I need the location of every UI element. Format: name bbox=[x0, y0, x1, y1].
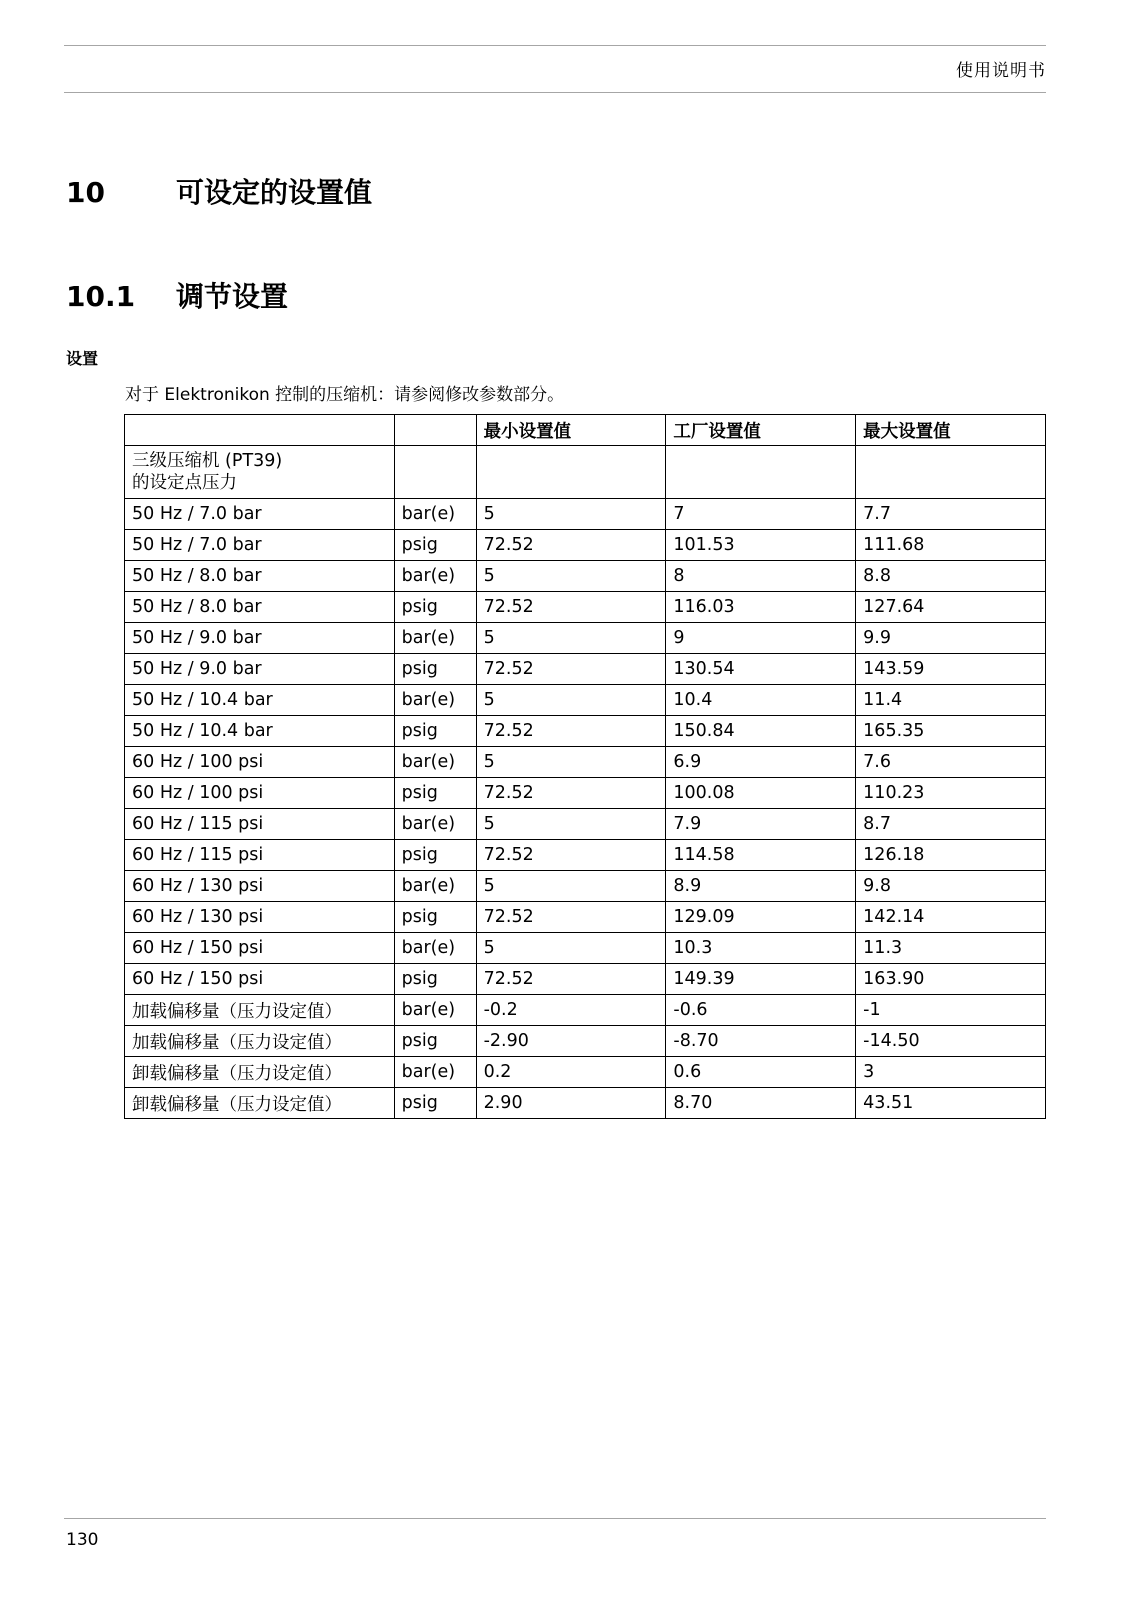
table-row bbox=[125, 716, 1046, 747]
unit-cell: psig bbox=[394, 778, 476, 809]
max-value-cell: 143.59 bbox=[856, 654, 1046, 685]
unit-cell: bar(e) bbox=[394, 623, 476, 654]
page-number: 130 bbox=[66, 1530, 99, 1550]
min-value-cell: -0.2 bbox=[476, 995, 666, 1026]
factory-value-cell: 10.3 bbox=[666, 933, 856, 964]
max-value-cell: 3 bbox=[856, 1057, 1046, 1088]
intro-text: 对于 Elektronikon 控制的压缩机：请参阅修改参数部分。 bbox=[125, 385, 565, 405]
table-row bbox=[125, 592, 1046, 623]
min-value-cell: 72.52 bbox=[476, 902, 666, 933]
unit-cell: psig bbox=[394, 902, 476, 933]
factory-value-cell: 10.4 bbox=[666, 685, 856, 716]
table-group-row bbox=[125, 446, 1046, 499]
factory-value-cell: 8.70 bbox=[666, 1088, 856, 1119]
min-value-cell: 5 bbox=[476, 685, 666, 716]
section-heading bbox=[66, 275, 288, 315]
table-row bbox=[125, 530, 1046, 561]
empty-cell bbox=[666, 446, 856, 499]
unit-cell: bar(e) bbox=[394, 561, 476, 592]
max-value-cell: 9.8 bbox=[856, 871, 1046, 902]
table-row bbox=[125, 747, 1046, 778]
table-header-row bbox=[125, 415, 1046, 446]
setting-label-cell: 加载偏移量（压力设定值） bbox=[125, 995, 395, 1026]
unit-cell: psig bbox=[394, 1088, 476, 1119]
factory-value-cell: 7 bbox=[666, 499, 856, 530]
min-value-cell: 72.52 bbox=[476, 840, 666, 871]
factory-value-cell: 9 bbox=[666, 623, 856, 654]
table-row bbox=[125, 902, 1046, 933]
min-value-cell: 5 bbox=[476, 561, 666, 592]
setting-label-cell: 50 Hz / 10.4 bar bbox=[125, 685, 395, 716]
max-value-cell: -1 bbox=[856, 995, 1046, 1026]
setting-label-cell: 60 Hz / 130 psi bbox=[125, 902, 395, 933]
max-value-cell: 165.35 bbox=[856, 716, 1046, 747]
setting-label-cell: 卸载偏移量（压力设定值） bbox=[125, 1057, 395, 1088]
max-value-cell: 9.9 bbox=[856, 623, 1046, 654]
setting-label-cell: 60 Hz / 150 psi bbox=[125, 933, 395, 964]
header-cell-unit bbox=[394, 415, 476, 446]
table-row bbox=[125, 561, 1046, 592]
section-number: 10.1 bbox=[66, 280, 136, 313]
chapter-title: 可设定的设置值 bbox=[176, 176, 373, 209]
table-row bbox=[125, 933, 1046, 964]
setting-label-cell: 60 Hz / 115 psi bbox=[125, 809, 395, 840]
unit-cell: bar(e) bbox=[394, 499, 476, 530]
min-value-cell: 5 bbox=[476, 623, 666, 654]
table-row bbox=[125, 778, 1046, 809]
setting-label-cell: 50 Hz / 8.0 bar bbox=[125, 561, 395, 592]
setting-label-cell: 50 Hz / 10.4 bar bbox=[125, 716, 395, 747]
factory-value-cell: 101.53 bbox=[666, 530, 856, 561]
min-value-cell: 5 bbox=[476, 871, 666, 902]
setting-label-cell: 60 Hz / 100 psi bbox=[125, 747, 395, 778]
setting-label-cell: 50 Hz / 9.0 bar bbox=[125, 654, 395, 685]
header-rule-bottom bbox=[64, 92, 1046, 93]
settings-table bbox=[124, 414, 1046, 1119]
max-value-cell: 8.8 bbox=[856, 561, 1046, 592]
factory-value-cell: 6.9 bbox=[666, 747, 856, 778]
table-row bbox=[125, 1057, 1046, 1088]
factory-value-cell: -0.6 bbox=[666, 995, 856, 1026]
factory-value-cell: 130.54 bbox=[666, 654, 856, 685]
max-value-cell: 142.14 bbox=[856, 902, 1046, 933]
unit-cell: psig bbox=[394, 716, 476, 747]
setting-label-cell: 60 Hz / 100 psi bbox=[125, 778, 395, 809]
max-value-cell: 11.3 bbox=[856, 933, 1046, 964]
max-value-cell: 111.68 bbox=[856, 530, 1046, 561]
table-row bbox=[125, 1026, 1046, 1057]
header-cell-min: 最小设置值 bbox=[476, 415, 666, 446]
max-value-cell: 163.90 bbox=[856, 964, 1046, 995]
unit-cell: bar(e) bbox=[394, 685, 476, 716]
unit-cell: bar(e) bbox=[394, 747, 476, 778]
factory-value-cell: -8.70 bbox=[666, 1026, 856, 1057]
min-value-cell: 72.52 bbox=[476, 778, 666, 809]
setting-label-cell: 60 Hz / 130 psi bbox=[125, 871, 395, 902]
factory-value-cell: 7.9 bbox=[666, 809, 856, 840]
setting-label-cell: 卸载偏移量（压力设定值） bbox=[125, 1088, 395, 1119]
table-row bbox=[125, 809, 1046, 840]
factory-value-cell: 8.9 bbox=[666, 871, 856, 902]
table-row bbox=[125, 871, 1046, 902]
min-value-cell: 5 bbox=[476, 809, 666, 840]
setting-label-cell: 50 Hz / 7.0 bar bbox=[125, 530, 395, 561]
header-doc-title: 使用说明书 bbox=[956, 61, 1046, 81]
setting-label-cell: 60 Hz / 150 psi bbox=[125, 964, 395, 995]
unit-cell: psig bbox=[394, 964, 476, 995]
min-value-cell: 72.52 bbox=[476, 716, 666, 747]
table-row bbox=[125, 499, 1046, 530]
setting-label-cell: 50 Hz / 8.0 bar bbox=[125, 592, 395, 623]
setting-label-cell: 60 Hz / 115 psi bbox=[125, 840, 395, 871]
min-value-cell: 5 bbox=[476, 499, 666, 530]
unit-cell: bar(e) bbox=[394, 933, 476, 964]
max-value-cell: 126.18 bbox=[856, 840, 1046, 871]
table-row bbox=[125, 964, 1046, 995]
header-rule-top bbox=[64, 45, 1046, 46]
chapter-number: 10 bbox=[66, 176, 105, 209]
setting-label-cell: 加载偏移量（压力设定值） bbox=[125, 1026, 395, 1057]
factory-value-cell: 116.03 bbox=[666, 592, 856, 623]
max-value-cell: 127.64 bbox=[856, 592, 1046, 623]
unit-cell: psig bbox=[394, 1026, 476, 1057]
table-row bbox=[125, 995, 1046, 1026]
table-row bbox=[125, 685, 1046, 716]
factory-value-cell: 100.08 bbox=[666, 778, 856, 809]
header-cell-label bbox=[125, 415, 395, 446]
unit-cell: psig bbox=[394, 840, 476, 871]
min-value-cell: 5 bbox=[476, 933, 666, 964]
setting-label-cell: 50 Hz / 9.0 bar bbox=[125, 623, 395, 654]
unit-cell: psig bbox=[394, 530, 476, 561]
unit-cell: bar(e) bbox=[394, 995, 476, 1026]
factory-value-cell: 149.39 bbox=[666, 964, 856, 995]
max-value-cell: 7.7 bbox=[856, 499, 1046, 530]
min-value-cell: 72.52 bbox=[476, 964, 666, 995]
min-value-cell: 5 bbox=[476, 747, 666, 778]
unit-cell: psig bbox=[394, 654, 476, 685]
factory-value-cell: 114.58 bbox=[666, 840, 856, 871]
group-label-line2: 的设定点压力 bbox=[132, 473, 237, 493]
max-value-cell: 110.23 bbox=[856, 778, 1046, 809]
unit-cell: psig bbox=[394, 592, 476, 623]
max-value-cell: 43.51 bbox=[856, 1088, 1046, 1119]
empty-cell bbox=[476, 446, 666, 499]
table-row bbox=[125, 654, 1046, 685]
header-cell-max: 最大设置值 bbox=[856, 415, 1046, 446]
max-value-cell: -14.50 bbox=[856, 1026, 1046, 1057]
unit-cell: bar(e) bbox=[394, 1057, 476, 1088]
group-label-cell bbox=[125, 446, 395, 499]
footer-rule bbox=[64, 1518, 1046, 1519]
chapter-heading bbox=[66, 171, 372, 211]
table-row bbox=[125, 1088, 1046, 1119]
table-row bbox=[125, 623, 1046, 654]
min-value-cell: 72.52 bbox=[476, 654, 666, 685]
factory-value-cell: 0.6 bbox=[666, 1057, 856, 1088]
empty-cell bbox=[394, 446, 476, 499]
section-title: 调节设置 bbox=[176, 280, 289, 313]
header-cell-factory: 工厂设置值 bbox=[666, 415, 856, 446]
max-value-cell: 11.4 bbox=[856, 685, 1046, 716]
min-value-cell: 72.52 bbox=[476, 592, 666, 623]
table-row bbox=[125, 840, 1046, 871]
factory-value-cell: 129.09 bbox=[666, 902, 856, 933]
subheading: 设置 bbox=[66, 349, 99, 368]
unit-cell: bar(e) bbox=[394, 871, 476, 902]
empty-cell bbox=[856, 446, 1046, 499]
factory-value-cell: 8 bbox=[666, 561, 856, 592]
factory-value-cell: 150.84 bbox=[666, 716, 856, 747]
unit-cell: bar(e) bbox=[394, 809, 476, 840]
max-value-cell: 8.7 bbox=[856, 809, 1046, 840]
group-label-line1: 三级压缩机 (PT39) bbox=[132, 451, 283, 471]
min-value-cell: 0.2 bbox=[476, 1057, 666, 1088]
min-value-cell: 72.52 bbox=[476, 530, 666, 561]
min-value-cell: -2.90 bbox=[476, 1026, 666, 1057]
max-value-cell: 7.6 bbox=[856, 747, 1046, 778]
min-value-cell: 2.90 bbox=[476, 1088, 666, 1119]
setting-label-cell: 50 Hz / 7.0 bar bbox=[125, 499, 395, 530]
